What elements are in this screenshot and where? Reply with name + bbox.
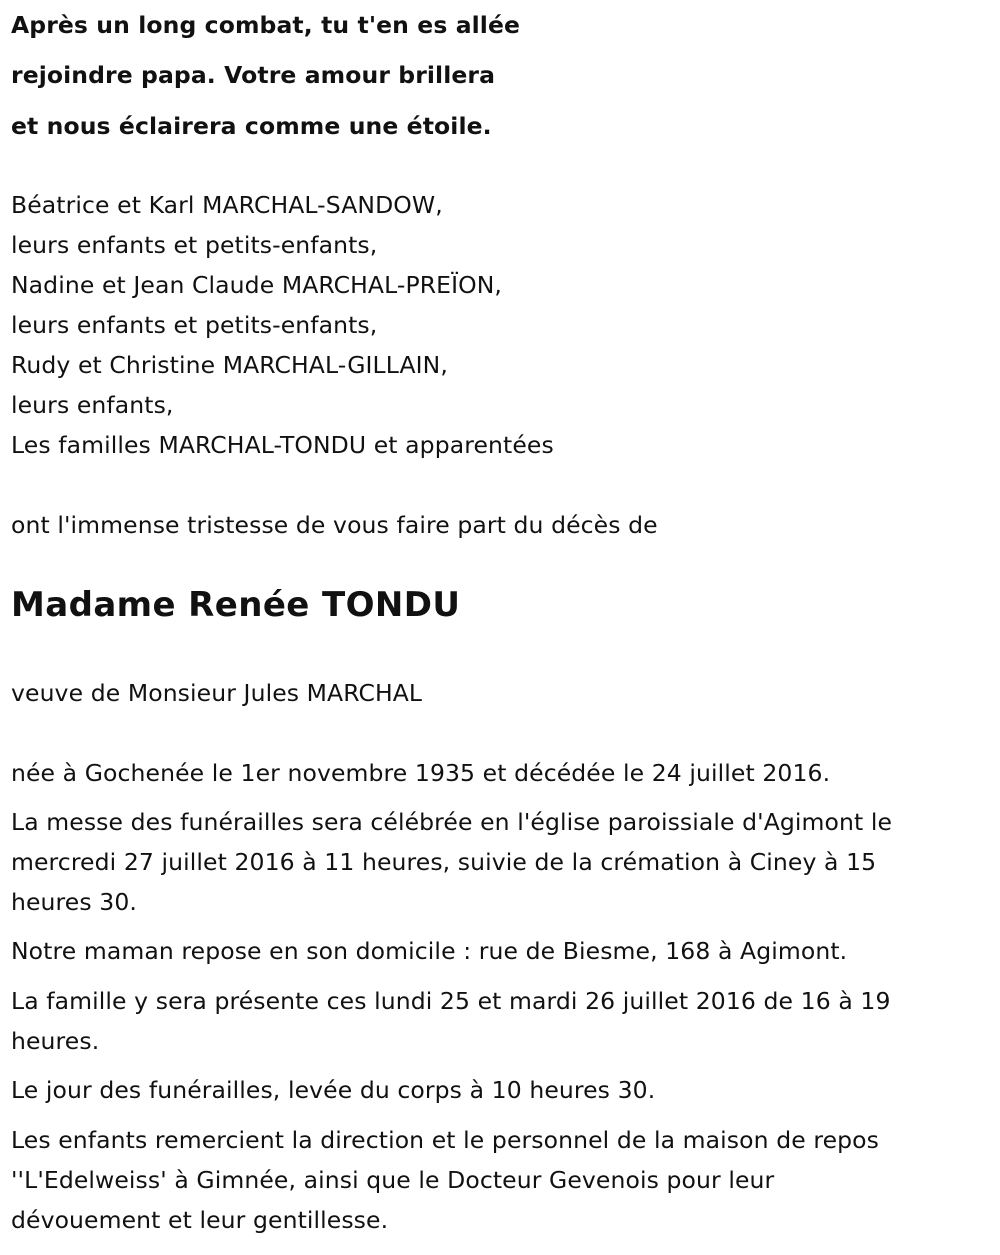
detail-birth-death: née à Gochenée le 1er novembre 1935 et décédée le 24 juillet 2016. [11,759,831,787]
poem-line: Après un long combat, tu t'en es allée [11,11,521,39]
detail-thanks: ''L'Edelweiss' à Gimnée, ainsi que le Docteur Gevenois pour leur [11,1166,775,1194]
announcement-text: ont l'immense tristesse de vous faire part du décès de [11,511,658,539]
family-line: Les familles MARCHAL-TONDU et apparentées [11,431,554,459]
poem-line: rejoindre papa. Votre amour brillera [11,61,496,89]
detail-rest-place: Notre maman repose en son domicile : rue de Biesme, 168 à Agimont. [11,937,848,965]
poem-line: et nous éclairera comme une étoile. [11,112,492,140]
widow-of-text: veuve de Monsieur Jules MARCHAL [11,679,423,707]
deceased-name: Madame Renée TONDU [11,585,461,625]
detail-thanks: dévouement et leur gentillesse. [11,1206,389,1234]
detail-body-lifting: Le jour des funérailles, levée du corps à 10 heures 30. [11,1076,656,1104]
detail-thanks: Les enfants remercient la direction et le personnel de la maison de repos [11,1126,879,1154]
family-line: Béatrice et Karl MARCHAL-SANDOW, [11,191,443,219]
family-line: Rudy et Christine MARCHAL-GILLAIN, [11,351,448,379]
family-line: leurs enfants et petits-enfants, [11,311,378,339]
detail-funeral-mass: mercredi 27 juillet 2016 à 11 heures, suivie de la crémation à Ciney à 15 [11,848,877,876]
family-line: leurs enfants et petits-enfants, [11,231,378,259]
detail-family-presence: La famille y sera présente ces lundi 25 et mardi 26 juillet 2016 de 16 à 19 [11,987,891,1015]
family-line: leurs enfants, [11,391,174,419]
detail-funeral-mass: heures 30. [11,888,137,916]
detail-funeral-mass: La messe des funérailles sera célébrée en l'église paroissiale d'Agimont le [11,808,893,836]
family-line: Nadine et Jean Claude MARCHAL-PREÏON, [11,271,502,299]
detail-family-presence: heures. [11,1027,100,1055]
